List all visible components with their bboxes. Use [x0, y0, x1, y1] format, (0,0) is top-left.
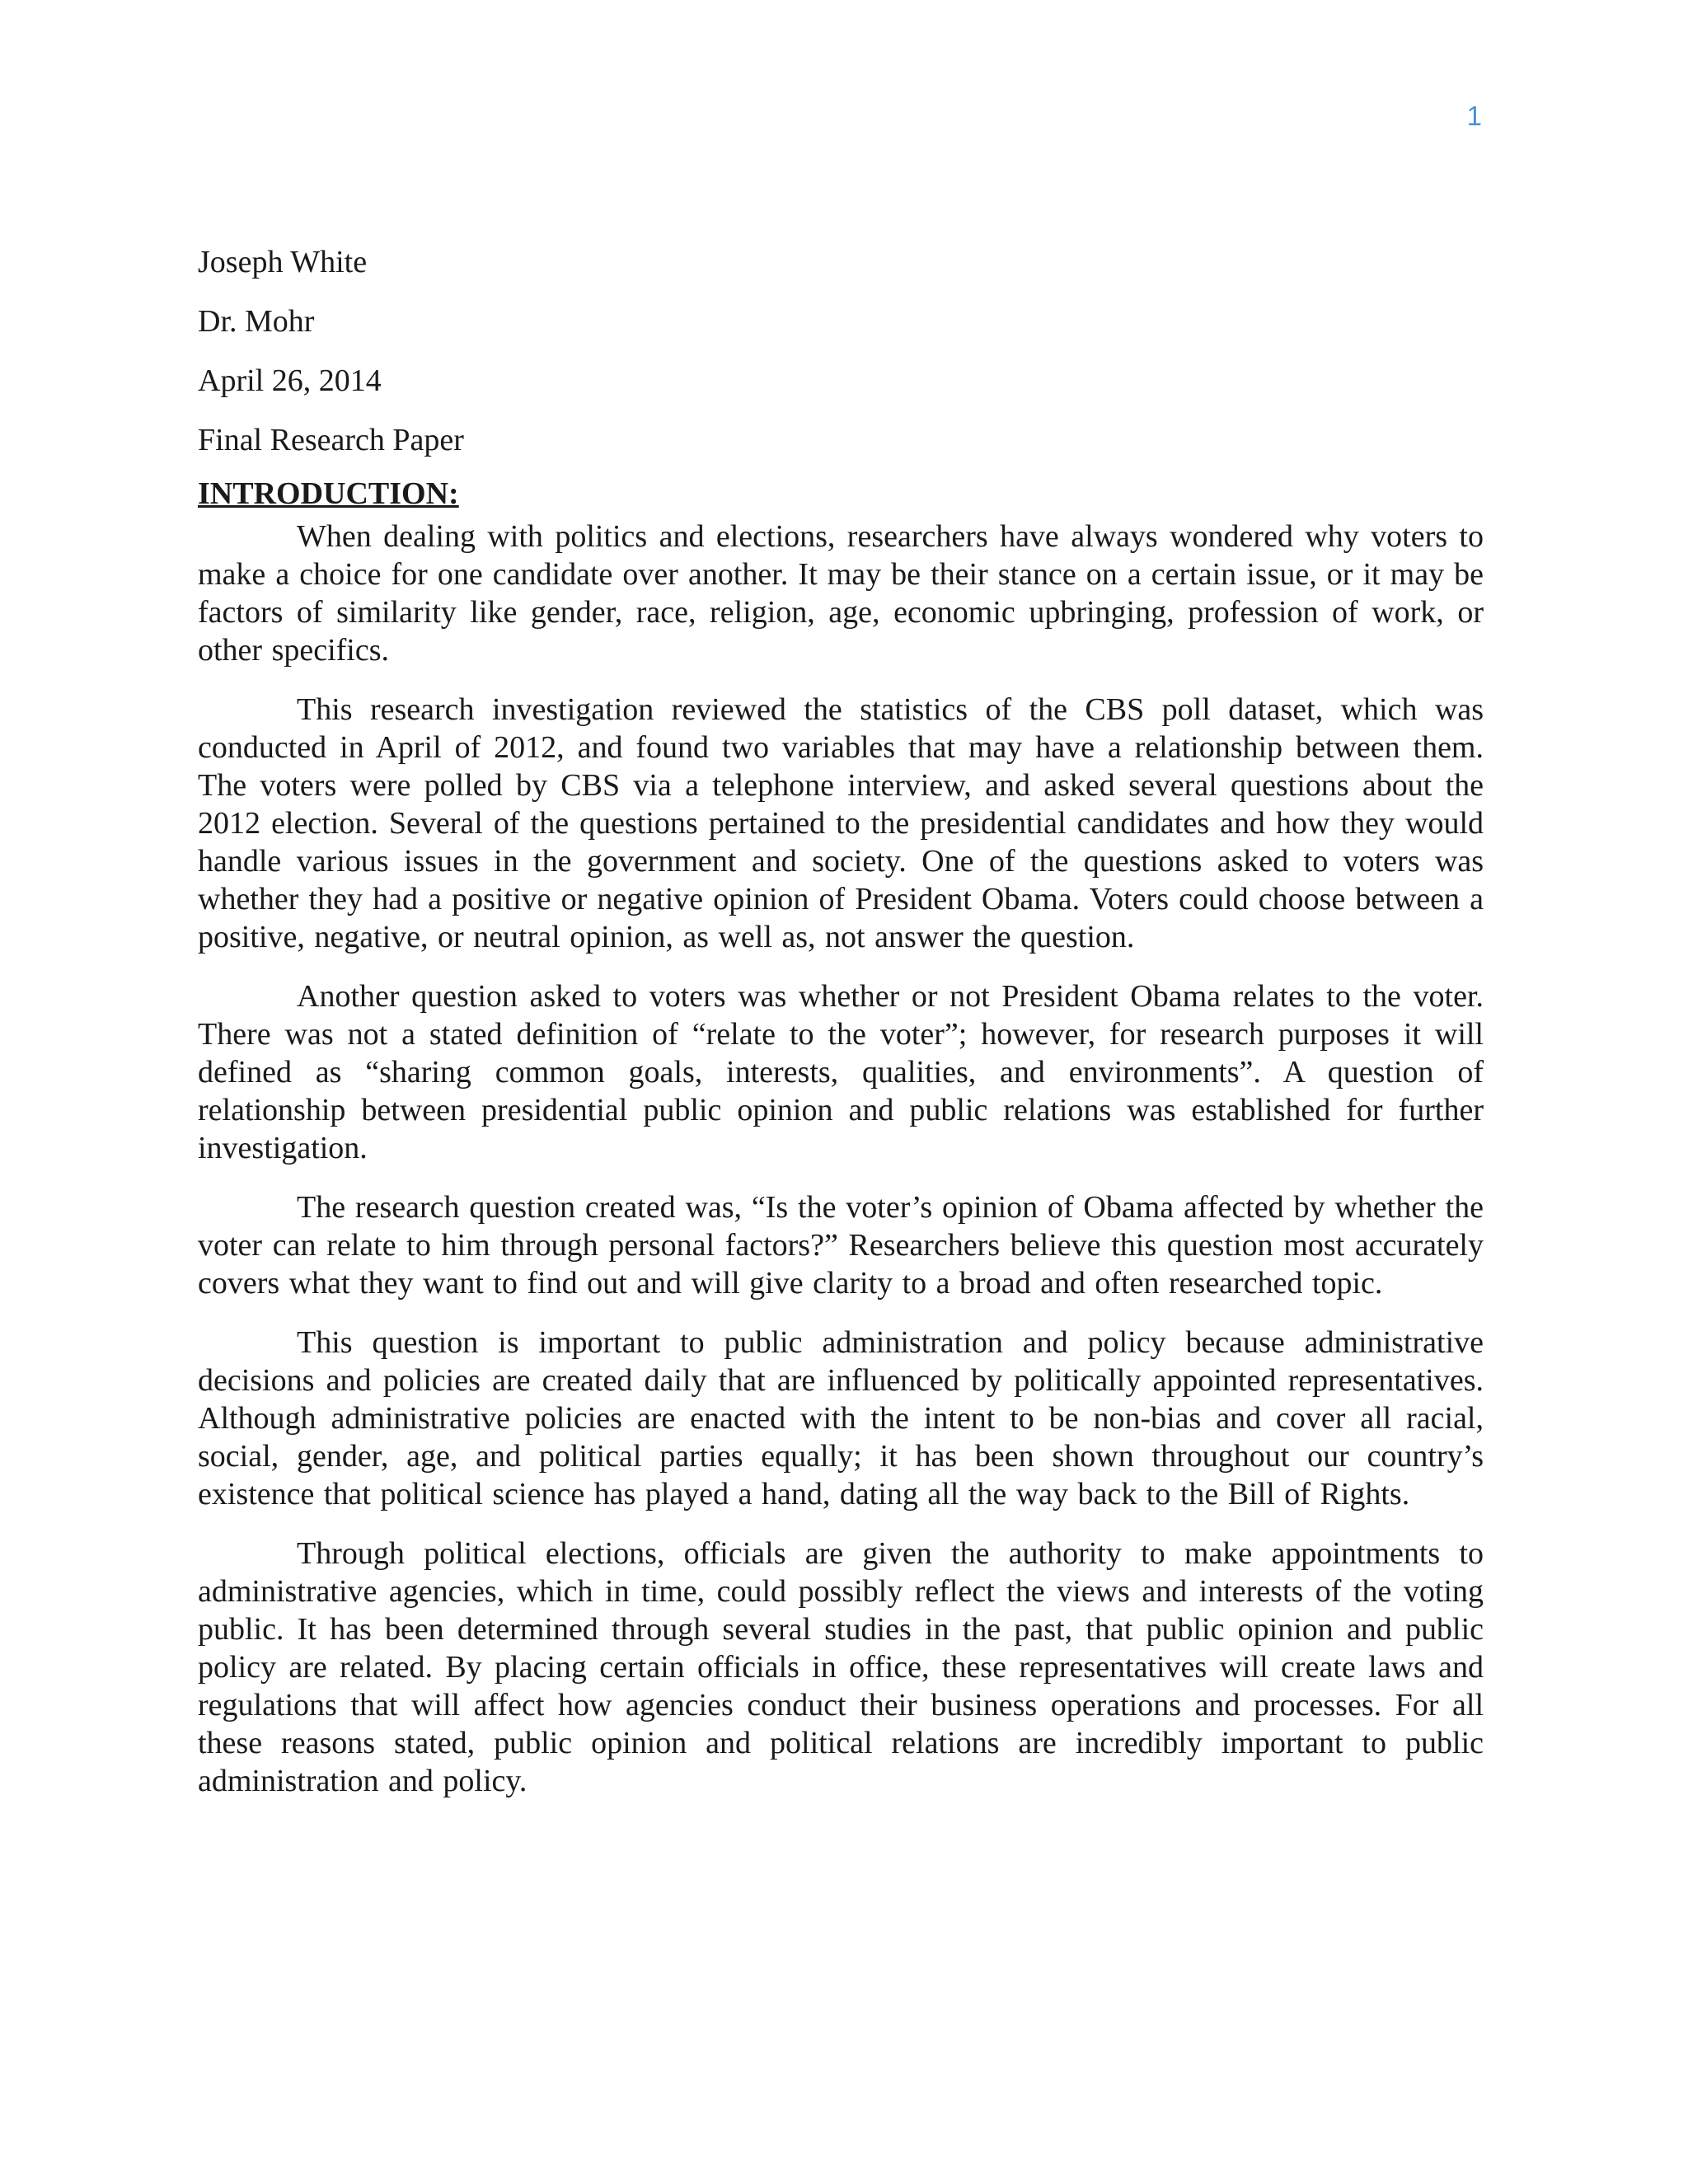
document-title: Final Research Paper	[198, 423, 464, 457]
section-heading: INTRODUCTION:	[198, 476, 459, 511]
author-name: Joseph White	[198, 245, 368, 279]
document-body	[198, 232, 1484, 1821]
page-number: 1	[1466, 101, 1482, 131]
paragraph: This question is important to public administration and policy because administrative decisions and policies are created daily that are influenced by politically appointed representatives. Although administrative policies are enacted with the intent to be non-bias and cover all racial, social, gender, age, and political parties equally; it has been shown throughout our country’s existence that political science has played a hand, dating all the way back to the Bill of Rights.	[198, 1325, 1484, 1511]
paragraph: Through political elections, officials are given the authority to make appointments to administrative agencies, which in time, could possibly reflect the views and interests of the voting public. It has been determined through several studies in the past, that public opinion and public policy are related. By placing certain officials in office, these representatives will create laws and regulations that will affect how agencies conduct their business operations and processes. For all these reasons stated, public opinion and political relations are incredibly important to public administration and policy.	[198, 1536, 1484, 1798]
paragraph: Another question asked to voters was whether or not President Obama relates to the voter. There was not a stated definition of “relate to the voter”; however, for research purposes it will defined as “sharing common goals, interests, qualities, and environments”. A question of relationship between presidential public opinion and public relations was established for further investigation.	[198, 979, 1484, 1165]
paragraph: This research investigation reviewed the statistics of the CBS poll dataset, which was conducted in April of 2012, and found two variables that may have a relationship between them. The voters were polled by CBS via a telephone interview, and asked several questions about the 2012 election. Several of the questions pertained to the presidential candidates and how they would handle various issues in the government and society. One of the questions asked to voters was whether they had a positive or negative opinion of President Obama. Voters could choose between a positive, negative, or neutral opinion, as well as, not answer the question.	[198, 692, 1484, 954]
instructor-name: Dr. Mohr	[198, 304, 315, 339]
paragraph: The research question created was, “Is the voter’s opinion of Obama affected by whether the voter can relate to him through personal factors?” Researchers believe this question most accurately covers what they want to find out and will give clarity to a broad and often researched topic.	[198, 1190, 1484, 1301]
paragraph: When dealing with politics and elections, researchers have always wondered why voters to make a choice for one candidate over another. It may be their stance on a certain issue, or it may be factors of similarity like gender, race, religion, age, economic upbringing, profession of work, or other specifics.	[198, 519, 1484, 668]
document-date: April 26, 2014	[198, 363, 382, 398]
